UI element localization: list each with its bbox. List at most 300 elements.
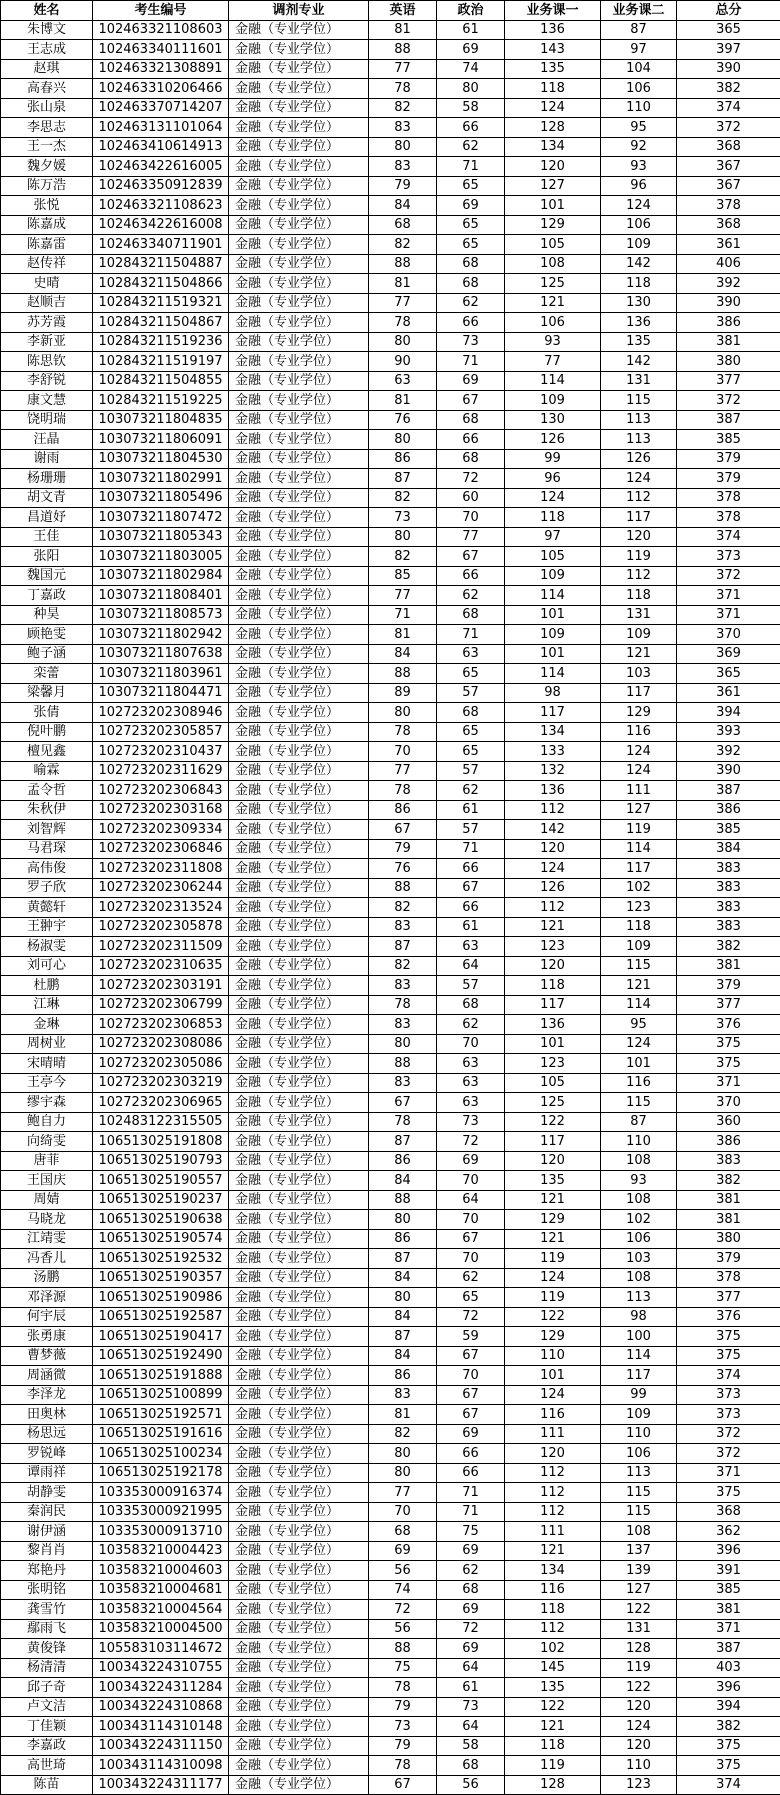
cell-english: 82 [369,956,437,976]
cell-course-one: 121 [505,1717,601,1737]
cell-politics: 65 [437,722,505,742]
cell-total: 374 [677,98,780,118]
cell-course-two: 121 [601,644,677,664]
cell-politics: 73 [437,1112,505,1132]
cell-major: 金融（专业学位） [229,937,369,957]
cell-english: 68 [369,1522,437,1542]
cell-course-one: 106 [505,313,601,333]
cell-english: 78 [369,995,437,1015]
cell-name: 黎肖肖 [1,1541,93,1561]
cell-exam-id: 103073211803961 [93,664,229,684]
cell-major: 金融（专业学位） [229,956,369,976]
cell-course-one: 135 [505,59,601,79]
cell-total: 381 [677,1210,780,1230]
cell-course-two: 131 [601,605,677,625]
cell-english: 88 [369,1054,437,1074]
cell-name: 高伟俊 [1,859,93,879]
cell-total: 377 [677,1288,780,1308]
cell-course-one: 118 [505,508,601,528]
cell-exam-id: 102463340711901 [93,235,229,255]
cell-exam-id: 102463422616005 [93,157,229,177]
cell-course-two: 114 [601,995,677,1015]
table-row [1,1073,780,1093]
cell-major: 金融（专业学位） [229,898,369,918]
table-row [1,1502,780,1522]
cell-english: 56 [369,1619,437,1639]
cell-course-one: 134 [505,722,601,742]
cell-course-two: 128 [601,1639,677,1659]
cell-course-two: 112 [601,488,677,508]
cell-total: 394 [677,1697,780,1717]
cell-name: 张勇康 [1,1327,93,1347]
table-row [1,20,780,40]
cell-exam-id: 106513025192587 [93,1307,229,1327]
cell-name: 昌道妤 [1,508,93,528]
cell-english: 84 [369,1346,437,1366]
cell-course-one: 101 [505,196,601,216]
cell-name: 杨清清 [1,1658,93,1678]
cell-name: 黄懿轩 [1,898,93,918]
cell-politics: 62 [437,1015,505,1035]
cell-english: 71 [369,605,437,625]
table-row [1,79,780,99]
cell-total: 387 [677,781,780,801]
cell-english: 79 [369,839,437,859]
cell-course-two: 118 [601,274,677,294]
table-row [1,527,780,547]
cell-english: 80 [369,1288,437,1308]
cell-major: 金融（专业学位） [229,547,369,567]
table-row [1,1268,780,1288]
cell-course-one: 111 [505,1522,601,1542]
cell-course-one: 123 [505,1054,601,1074]
cell-name: 何宇辰 [1,1307,93,1327]
cell-exam-id: 103353000921995 [93,1502,229,1522]
cell-major: 金融（专业学位） [229,274,369,294]
cell-politics: 57 [437,820,505,840]
cell-course-two: 93 [601,157,677,177]
cell-total: 372 [677,391,780,411]
table-row [1,995,780,1015]
cell-course-one: 112 [505,1483,601,1503]
cell-course-one: 117 [505,995,601,1015]
cell-exam-id: 103353000913710 [93,1522,229,1542]
cell-major: 金融（专业学位） [229,1093,369,1113]
cell-exam-id: 102723202306853 [93,1015,229,1035]
cell-politics: 69 [437,1151,505,1171]
cell-major: 金融（专业学位） [229,839,369,859]
table-row [1,235,780,255]
cell-major: 金融（专业学位） [229,605,369,625]
cell-politics: 65 [437,742,505,762]
cell-name: 丁嘉政 [1,586,93,606]
cell-total: 394 [677,703,780,723]
cell-course-two: 109 [601,625,677,645]
cell-english: 77 [369,1483,437,1503]
cell-name: 冯香儿 [1,1249,93,1269]
cell-name: 陈苗 [1,1775,93,1795]
cell-politics: 57 [437,976,505,996]
cell-course-one: 119 [505,1756,601,1776]
cell-politics: 70 [437,1171,505,1191]
cell-major: 金融（专业学位） [229,742,369,762]
cell-english: 81 [369,391,437,411]
cell-name: 卢文洁 [1,1697,93,1717]
cell-total: 382 [677,937,780,957]
cell-exam-id: 106513025191616 [93,1424,229,1444]
cell-name: 缪宇森 [1,1093,93,1113]
cell-major: 金融（专业学位） [229,1639,369,1659]
cell-total: 382 [677,1171,780,1191]
cell-course-two: 118 [601,917,677,937]
cell-course-one: 127 [505,176,601,196]
cell-major: 金融（专业学位） [229,1151,369,1171]
cell-course-two: 123 [601,1775,677,1795]
cell-politics: 67 [437,1405,505,1425]
cell-politics: 62 [437,137,505,157]
cell-course-two: 135 [601,332,677,352]
cell-course-one: 121 [505,1229,601,1249]
cell-politics: 77 [437,527,505,547]
cell-total: 390 [677,293,780,313]
cell-exam-id: 106513025192490 [93,1346,229,1366]
cell-total: 383 [677,1151,780,1171]
cell-name: 杨珊珊 [1,469,93,489]
cell-course-two: 101 [601,1054,677,1074]
cell-major: 金融（专业学位） [229,976,369,996]
cell-name: 汤鹏 [1,1268,93,1288]
cell-exam-id: 106513025190986 [93,1288,229,1308]
cell-major: 金融（专业学位） [229,1385,369,1405]
cell-course-two: 102 [601,1210,677,1230]
cell-total: 375 [677,1054,780,1074]
cell-politics: 66 [437,898,505,918]
cell-english: 78 [369,313,437,333]
cell-english: 86 [369,1229,437,1249]
cell-exam-id: 103073211806091 [93,430,229,450]
cell-english: 76 [369,410,437,430]
cell-course-two: 96 [601,176,677,196]
cell-course-two: 117 [601,1366,677,1386]
cell-english: 67 [369,1775,437,1795]
cell-total: 386 [677,800,780,820]
cell-name: 史晴 [1,274,93,294]
cell-exam-id: 100343224310755 [93,1658,229,1678]
cell-exam-id: 102723202309334 [93,820,229,840]
cell-major: 金融（专业学位） [229,410,369,430]
cell-course-two: 116 [601,1073,677,1093]
cell-course-two: 139 [601,1561,677,1581]
cell-politics: 70 [437,1249,505,1269]
table-row [1,1190,780,1210]
cell-course-one: 124 [505,98,601,118]
cell-course-two: 117 [601,683,677,703]
cell-major: 金融（专业学位） [229,1112,369,1132]
cell-course-one: 112 [505,800,601,820]
cell-total: 361 [677,235,780,255]
cell-course-two: 127 [601,800,677,820]
cell-major: 金融（专业学位） [229,1717,369,1737]
cell-name: 康文慧 [1,391,93,411]
table-row [1,1034,780,1054]
cell-name: 杨淑雯 [1,937,93,957]
cell-english: 82 [369,98,437,118]
table-row [1,800,780,820]
cell-major: 金融（专业学位） [229,1658,369,1678]
cell-english: 77 [369,761,437,781]
cell-course-two: 113 [601,1288,677,1308]
cell-course-two: 115 [601,956,677,976]
cell-english: 63 [369,371,437,391]
cell-course-one: 122 [505,1112,601,1132]
cell-english: 80 [369,527,437,547]
cell-course-two: 121 [601,976,677,996]
cell-course-two: 115 [601,391,677,411]
cell-course-two: 119 [601,820,677,840]
cell-exam-id: 102723202308086 [93,1034,229,1054]
cell-politics: 70 [437,1366,505,1386]
cell-course-two: 103 [601,664,677,684]
table-row [1,1327,780,1347]
cell-politics: 62 [437,293,505,313]
cell-english: 87 [369,469,437,489]
cell-major: 金融（专业学位） [229,1132,369,1152]
cell-course-two: 119 [601,547,677,567]
cell-course-one: 128 [505,1775,601,1795]
cell-english: 67 [369,820,437,840]
cell-politics: 62 [437,781,505,801]
cell-politics: 66 [437,1463,505,1483]
cell-name: 陈嘉雷 [1,235,93,255]
cell-english: 80 [369,1463,437,1483]
cell-name: 马君琛 [1,839,93,859]
cell-course-one: 105 [505,1073,601,1093]
cell-exam-id: 102723202310635 [93,956,229,976]
cell-exam-id: 102463321308891 [93,59,229,79]
cell-major: 金融（专业学位） [229,1327,369,1347]
cell-english: 86 [369,449,437,469]
cell-course-two: 106 [601,1229,677,1249]
table-row [1,878,780,898]
cell-english: 72 [369,1600,437,1620]
table-row [1,1444,780,1464]
cell-english: 77 [369,293,437,313]
cell-course-one: 112 [505,1463,601,1483]
cell-name: 朱博文 [1,20,93,40]
cell-politics: 66 [437,430,505,450]
cell-name: 高春兴 [1,79,93,99]
cell-exam-id: 106513025190793 [93,1151,229,1171]
cell-course-one: 112 [505,1619,601,1639]
cell-politics: 57 [437,683,505,703]
table-row [1,1132,780,1152]
cell-total: 378 [677,508,780,528]
cell-exam-id: 102723202311509 [93,937,229,957]
table-row [1,664,780,684]
cell-course-one: 112 [505,1502,601,1522]
cell-total: 360 [677,1112,780,1132]
table-row [1,839,780,859]
cell-name: 张山泉 [1,98,93,118]
cell-course-one: 134 [505,137,601,157]
cell-total: 396 [677,1541,780,1561]
table-row [1,1678,780,1698]
cell-politics: 67 [437,1346,505,1366]
cell-total: 379 [677,976,780,996]
table-row [1,118,780,138]
cell-politics: 67 [437,547,505,567]
cell-english: 83 [369,157,437,177]
cell-english: 84 [369,1307,437,1327]
header-row [1,1,780,21]
cell-total: 368 [677,1502,780,1522]
cell-exam-id: 103073211802991 [93,469,229,489]
cell-exam-id: 102463310206466 [93,79,229,99]
cell-major: 金融（专业学位） [229,1405,369,1425]
cell-major: 金融（专业学位） [229,781,369,801]
cell-course-one: 114 [505,664,601,684]
cell-course-two: 124 [601,1034,677,1054]
cell-major: 金融（专业学位） [229,995,369,1015]
cell-name: 孟令哲 [1,781,93,801]
cell-politics: 64 [437,1190,505,1210]
cell-name: 张阳 [1,547,93,567]
cell-name: 喻霖 [1,761,93,781]
cell-name: 朱秋伊 [1,800,93,820]
cell-course-two: 131 [601,1619,677,1639]
table-row [1,547,780,567]
cell-politics: 66 [437,118,505,138]
table-row [1,1775,780,1795]
cell-course-one: 119 [505,1288,601,1308]
cell-name: 李嘉政 [1,1736,93,1756]
table-row [1,313,780,333]
cell-total: 375 [677,1736,780,1756]
cell-politics: 68 [437,1756,505,1776]
table-row [1,1600,780,1620]
cell-total: 386 [677,313,780,333]
cell-total: 367 [677,157,780,177]
table-row [1,508,780,528]
cell-name: 邱子奇 [1,1678,93,1698]
cell-english: 86 [369,1366,437,1386]
cell-exam-id: 106513025190574 [93,1229,229,1249]
cell-total: 373 [677,1385,780,1405]
table-row [1,1639,780,1659]
cell-exam-id: 102463340111601 [93,40,229,60]
table-row [1,1405,780,1425]
cell-total: 370 [677,1093,780,1113]
table-row [1,1385,780,1405]
cell-total: 391 [677,1561,780,1581]
cell-course-two: 142 [601,254,677,274]
cell-politics: 63 [437,1054,505,1074]
cell-major: 金融（专业学位） [229,1424,369,1444]
cell-total: 381 [677,956,780,976]
cell-total: 378 [677,196,780,216]
cell-politics: 68 [437,449,505,469]
cell-english: 83 [369,1385,437,1405]
header-english: 英语 [369,1,437,21]
cell-english: 82 [369,547,437,567]
cell-politics: 67 [437,391,505,411]
cell-politics: 72 [437,1619,505,1639]
cell-exam-id: 100343224311284 [93,1678,229,1698]
cell-name: 饶明瑞 [1,410,93,430]
header-major: 调剂专业 [229,1,369,21]
cell-total: 382 [677,1717,780,1737]
cell-politics: 61 [437,800,505,820]
cell-course-two: 93 [601,1171,677,1191]
cell-english: 79 [369,1697,437,1717]
cell-course-one: 121 [505,1190,601,1210]
cell-course-one: 134 [505,1561,601,1581]
cell-exam-id: 103073211802942 [93,625,229,645]
cell-english: 87 [369,937,437,957]
cell-english: 84 [369,644,437,664]
cell-politics: 65 [437,235,505,255]
cell-english: 80 [369,1034,437,1054]
cell-course-one: 116 [505,1405,601,1425]
cell-name: 王志成 [1,40,93,60]
cell-major: 金融（专业学位） [229,566,369,586]
cell-english: 83 [369,1015,437,1035]
cell-english: 77 [369,59,437,79]
header-total: 总分 [677,1,780,21]
cell-english: 83 [369,917,437,937]
cell-name: 周涵微 [1,1366,93,1386]
cell-politics: 66 [437,859,505,879]
cell-major: 金融（专业学位） [229,703,369,723]
cell-exam-id: 102843211504867 [93,313,229,333]
cell-exam-id: 103583210004681 [93,1580,229,1600]
cell-name: 张倩 [1,703,93,723]
cell-english: 86 [369,800,437,820]
table-row [1,820,780,840]
cell-major: 金融（专业学位） [229,1210,369,1230]
cell-total: 383 [677,917,780,937]
table-body [1,20,780,1795]
cell-politics: 63 [437,644,505,664]
cell-name: 宋晴晴 [1,1054,93,1074]
cell-name: 黄俊锋 [1,1639,93,1659]
cell-total: 368 [677,137,780,157]
cell-total: 383 [677,878,780,898]
cell-politics: 69 [437,1639,505,1659]
cell-name: 谢伊涵 [1,1522,93,1542]
cell-course-two: 106 [601,1444,677,1464]
cell-english: 83 [369,1073,437,1093]
cell-exam-id: 102463370714207 [93,98,229,118]
cell-course-one: 118 [505,79,601,99]
cell-english: 90 [369,352,437,372]
cell-politics: 65 [437,176,505,196]
cell-course-two: 129 [601,703,677,723]
cell-course-two: 120 [601,527,677,547]
cell-total: 367 [677,176,780,196]
cell-total: 375 [677,1756,780,1776]
cell-politics: 57 [437,761,505,781]
cell-total: 381 [677,1600,780,1620]
cell-total: 375 [677,1483,780,1503]
header-name: 姓名 [1,1,93,21]
cell-course-one: 109 [505,625,601,645]
cell-name: 谢雨 [1,449,93,469]
cell-major: 金融（专业学位） [229,1054,369,1074]
cell-exam-id: 102463131101064 [93,118,229,138]
cell-total: 373 [677,547,780,567]
cell-exam-id: 102843211519197 [93,352,229,372]
